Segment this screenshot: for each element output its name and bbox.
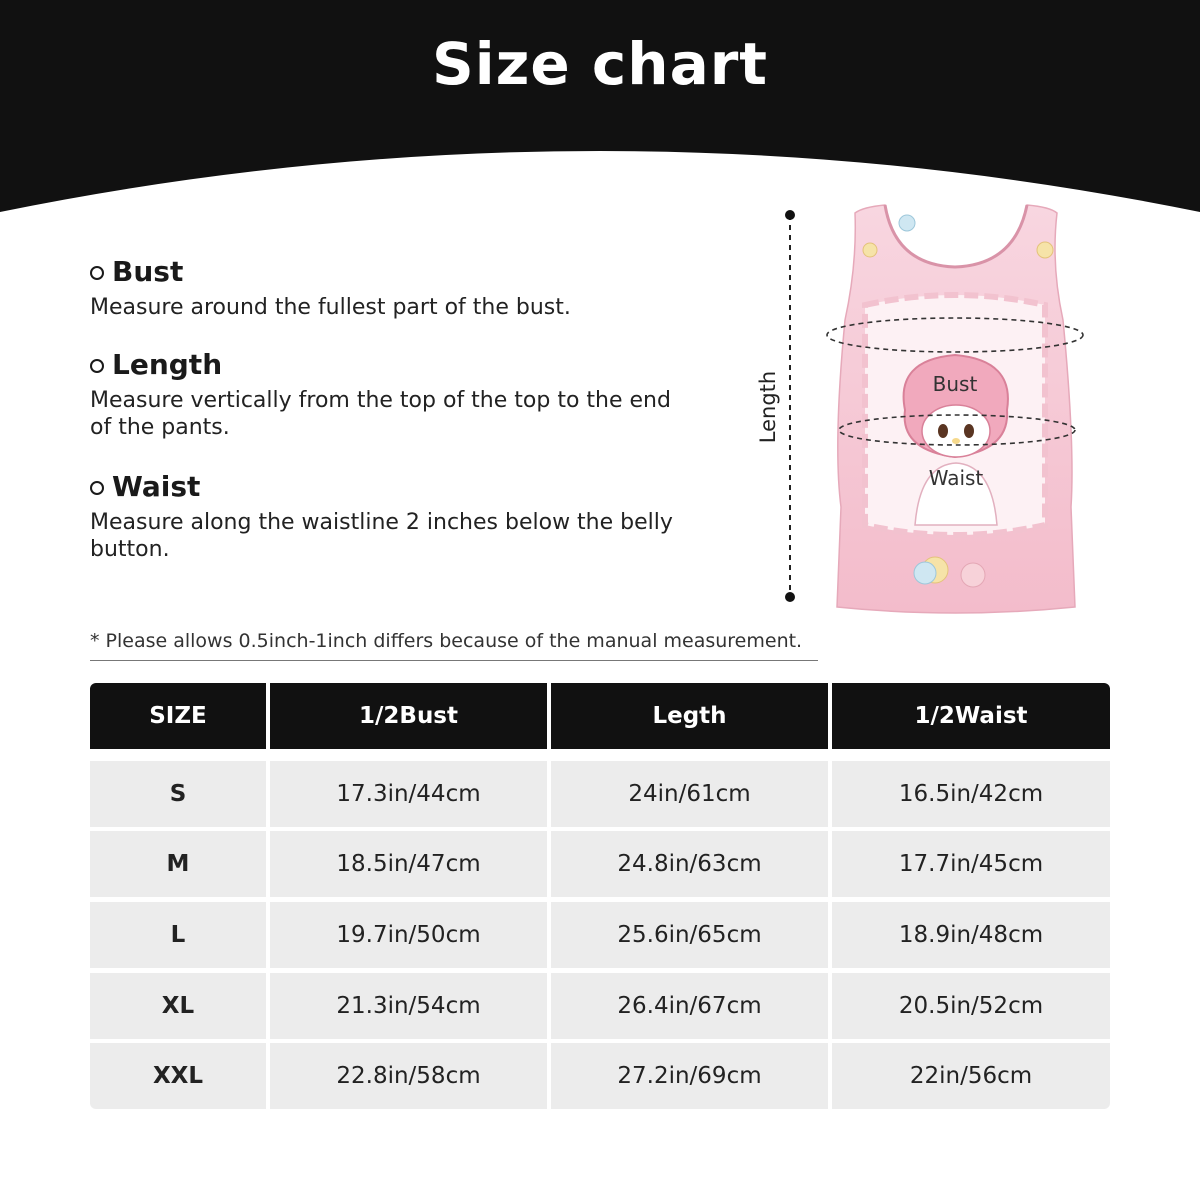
table-cell: 26.4in/67cm <box>551 973 828 1039</box>
table-cell: 24in/61cm <box>551 761 828 827</box>
table-header-cell: Legth <box>551 683 828 749</box>
guide-length-text: Measure vertically from the top of the top to the end of the pants. <box>90 388 671 440</box>
table-row <box>90 973 1110 1039</box>
circle-bullet-icon <box>90 266 104 280</box>
table-cell: 22in/56cm <box>832 1043 1110 1109</box>
guide-length-label: Length <box>112 348 223 381</box>
table-row <box>90 831 1110 897</box>
table-cell: XL <box>90 973 266 1039</box>
table-cell: 17.3in/44cm <box>270 761 547 827</box>
table-cell: M <box>90 831 266 897</box>
guide-bust-label: Bust <box>112 255 184 288</box>
table-cell: 17.7in/45cm <box>832 831 1110 897</box>
page-title: Size chart <box>431 30 769 98</box>
guide-waist-text: Measure along the waistline 2 inches below the belly button. <box>90 510 673 562</box>
guide-waist-label: Waist <box>112 470 201 503</box>
table-header-cell: 1/2Waist <box>832 683 1110 749</box>
table-row <box>90 902 1110 968</box>
table-header-cell: SIZE <box>90 683 266 749</box>
rose-decoration <box>1037 242 1053 258</box>
table-cell: 16.5in/42cm <box>832 761 1110 827</box>
bust-label: Bust <box>932 372 978 396</box>
table-cell: 25.6in/65cm <box>551 902 828 968</box>
rose-decoration <box>899 215 915 231</box>
size-table <box>90 683 1110 1111</box>
table-cell: 18.9in/48cm <box>832 902 1110 968</box>
table-cell: 20.5in/52cm <box>832 973 1110 1039</box>
waist-label: Waist <box>928 466 984 490</box>
table-cell: L <box>90 902 266 968</box>
table-header-row <box>90 683 1110 749</box>
tank-top-illustration <box>745 195 1145 625</box>
table-cell: 24.8in/63cm <box>551 831 828 897</box>
table-row <box>90 761 1110 827</box>
table-header-cell: 1/2Bust <box>270 683 547 749</box>
rose-decoration <box>863 243 877 257</box>
guide-waist <box>90 470 730 563</box>
rose-decoration <box>914 562 936 584</box>
guide-bust-text: Measure around the fullest part of the bust. <box>90 295 571 320</box>
circle-bullet-icon <box>90 359 104 373</box>
guide-length <box>90 348 730 441</box>
guide-bust <box>90 255 730 321</box>
rose-decoration <box>961 563 985 587</box>
measurement-note: * Please allows 0.5inch-1inch differs because of the manual measurement. <box>90 630 818 661</box>
table-cell: 21.3in/54cm <box>270 973 547 1039</box>
length-measure-bottom-dot <box>785 592 795 602</box>
table-cell: 18.5in/47cm <box>270 831 547 897</box>
circle-bullet-icon <box>90 481 104 495</box>
table-cell: 19.7in/50cm <box>270 902 547 968</box>
length-measure-top-dot <box>785 210 795 220</box>
table-row <box>90 1043 1110 1109</box>
table-cell: 22.8in/58cm <box>270 1043 547 1109</box>
table-cell: S <box>90 761 266 827</box>
table-cell: XXL <box>90 1043 266 1109</box>
table-cell: 27.2in/69cm <box>551 1043 828 1109</box>
length-label: Length <box>756 370 780 444</box>
